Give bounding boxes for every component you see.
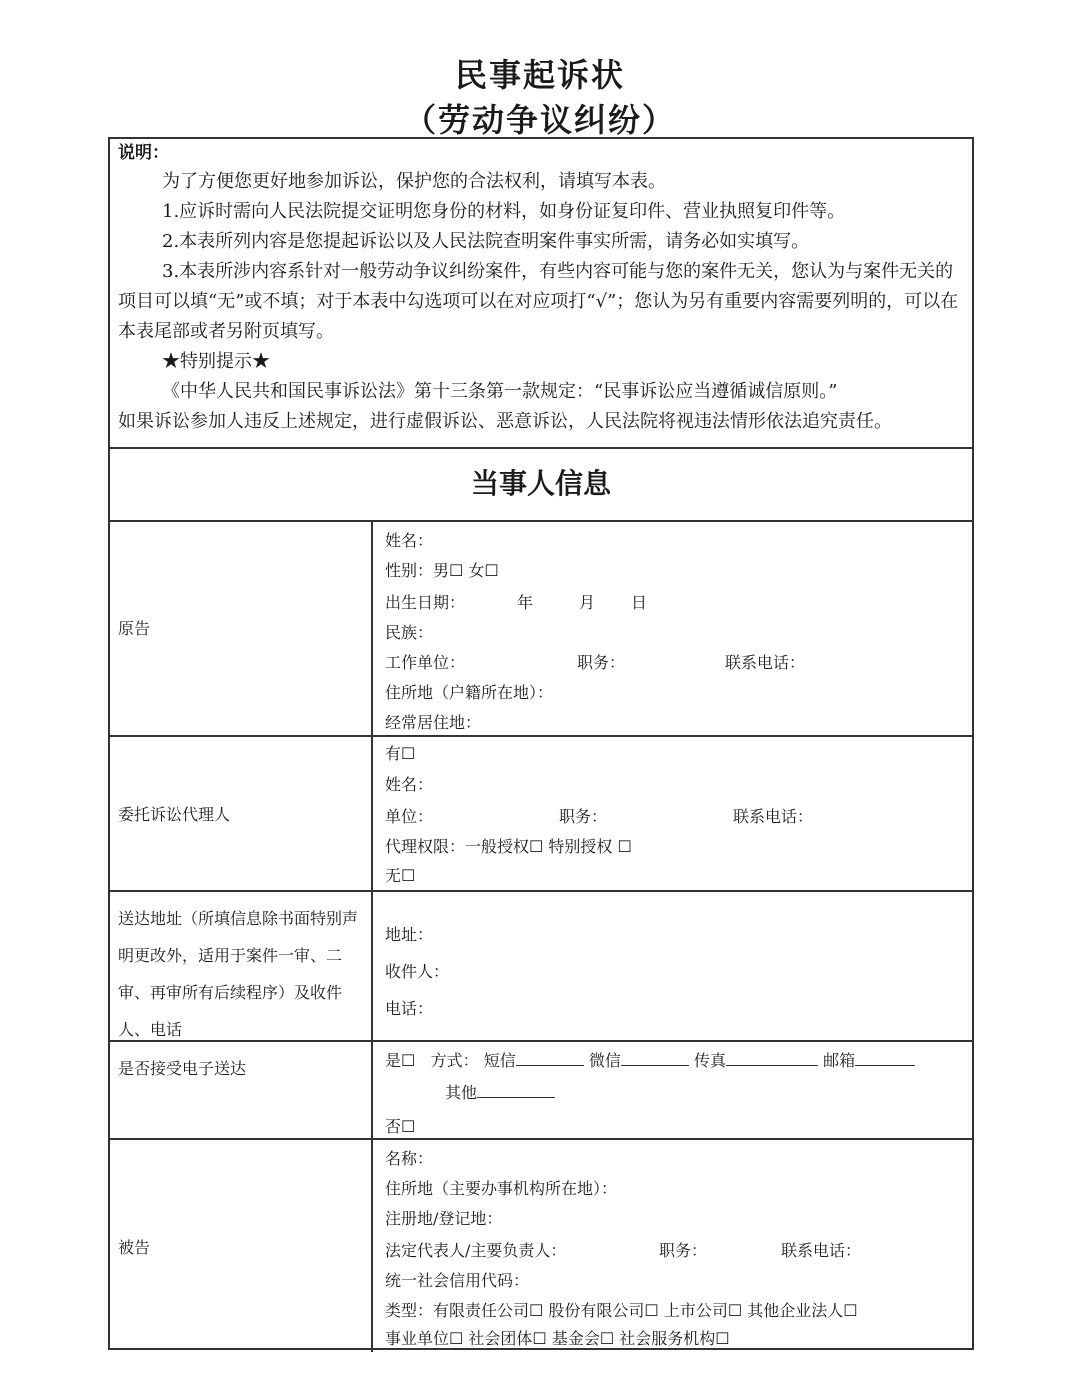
wechat-label: 微信 <box>588 1051 621 1070</box>
electronic-service-row <box>110 1042 972 1140</box>
defendant-name-field[interactable]: 名称： <box>385 1149 434 1168</box>
plaintiff-work-field[interactable]: 工作单位： <box>385 653 466 672</box>
agent-label: 委托诉讼代理人 <box>110 737 373 890</box>
instructions-item-1: 1.应诉时需向人民法院提交证明您身份的材料，如身份证复印件、营业执照复印件等。 <box>162 201 846 222</box>
document-title: 民事起诉状 <box>454 56 625 94</box>
form-table <box>108 137 974 1350</box>
service-address-label: 送达地址（所填信息除书面特别声明更改外，适用于案件一审、二审、再审所有后续程序）及收件人、电话 <box>110 892 373 1040</box>
defendant-fields <box>373 1140 972 1352</box>
plaintiff-residence-field[interactable]: 经常居住地： <box>385 713 482 732</box>
instructions-item-2: 2.本表所列内容是您提起诉讼以及人民法院查明案件事实所需，请务必如实填写。 <box>162 231 810 252</box>
defendant-domicile-field[interactable]: 住所地（主要办事机构所在地）： <box>385 1179 618 1198</box>
defendant-registered-field[interactable]: 注册地/登记地： <box>385 1209 503 1228</box>
plaintiff-phone-field[interactable]: 联系电话： <box>725 653 806 672</box>
defendant-phone-field[interactable]: 联系电话： <box>781 1241 862 1260</box>
electronic-options-line <box>385 1048 915 1071</box>
electronic-no-checkbox[interactable]: 否☐ <box>385 1117 416 1136</box>
plaintiff-birth-field[interactable]: 出生日期： <box>385 593 466 612</box>
special-notice-1: 《中华人民共和国民事诉讼法》第十三条第一款规定：“民事诉讼应当遵循诚信原则。” <box>162 381 838 402</box>
plaintiff-ethnicity-field[interactable]: 民族： <box>385 623 434 642</box>
electronic-yes-checkbox[interactable]: 是☐ <box>385 1051 416 1070</box>
birth-day-label: 日 <box>631 593 648 612</box>
document-subtitle: （劳动争议纠纷） <box>403 101 676 139</box>
email-label: 邮箱 <box>823 1051 856 1070</box>
defendant-credit-code-field[interactable]: 统一社会信用代码： <box>385 1271 530 1290</box>
instructions-intro: 为了方便您更好地参加诉讼，保护您的合法权利，请填写本表。 <box>162 171 666 192</box>
agent-yes-checkbox[interactable]: 有☐ <box>385 744 416 763</box>
plaintiff-row <box>110 520 972 737</box>
email-input[interactable] <box>855 1051 915 1066</box>
plaintiff-domicile-field[interactable]: 住所地（户籍所在地）： <box>385 683 554 702</box>
agent-position-field[interactable]: 职务： <box>559 807 608 826</box>
fax-label: 传真 <box>693 1051 726 1070</box>
special-notice-2: 如果诉讼参加人违反上述规定，进行虚假诉讼、恶意诉讼，人民法院将视违法情形依法追究责任。 <box>118 411 892 432</box>
wechat-input[interactable] <box>621 1051 689 1066</box>
electronic-service-fields <box>373 1042 972 1138</box>
instructions-item-3: 3.本表所涉内容系针对一般劳动争议纠纷案件，有些内容可能与您的案件无关，您认为与案件无关的项目可以填“无”或不填；对于本表中勾选项可以在对应项打“√”；您认为另有重要内容需要列明的，可以在本表尾部或者另附页填写。 <box>118 261 959 342</box>
sms-input[interactable] <box>516 1051 584 1066</box>
plaintiff-position-field[interactable]: 职务： <box>577 653 626 672</box>
defendant-position-field[interactable]: 职务： <box>659 1241 708 1260</box>
other-line <box>445 1080 555 1103</box>
instructions-heading: 说明： <box>118 143 169 163</box>
defendant-type-checkboxes-1[interactable]: 类型：有限责任公司☐ 股份有限公司☐ 上市公司☐ 其他企业法人☐ <box>385 1301 858 1320</box>
defendant-type-checkboxes-2[interactable]: 事业单位☐ 社会团体☐ 基金会☐ 社会服务机构☐ <box>385 1329 730 1348</box>
service-recipient-field[interactable]: 收件人： <box>385 962 450 981</box>
agent-unit-field[interactable]: 单位： <box>385 807 434 826</box>
agent-row <box>110 737 972 892</box>
agent-no-checkbox[interactable]: 无☐ <box>385 866 416 885</box>
plaintiff-label: 原告 <box>110 520 373 735</box>
instructions-section <box>110 139 972 449</box>
service-address-field[interactable]: 地址： <box>385 925 434 944</box>
method-label: 方式： <box>430 1051 479 1070</box>
other-input[interactable] <box>477 1083 555 1098</box>
defendant-rep-field[interactable]: 法定代表人/主要负责人： <box>385 1241 567 1260</box>
electronic-service-label: 是否接受电子送达 <box>110 1042 373 1138</box>
plaintiff-name-field[interactable]: 姓名： <box>385 531 434 550</box>
other-label: 其他 <box>445 1083 478 1102</box>
birth-year-label: 年 <box>517 593 534 612</box>
agent-fields <box>373 737 972 890</box>
agent-authority-checkboxes[interactable]: 代理权限：一般授权☐ 特别授权 ☐ <box>385 837 632 856</box>
defendant-label: 被告 <box>110 1140 373 1352</box>
defendant-row <box>110 1140 972 1352</box>
service-address-row <box>110 892 972 1042</box>
service-address-fields <box>373 892 972 1040</box>
agent-phone-field[interactable]: 联系电话： <box>733 807 814 826</box>
plaintiff-fields <box>373 520 972 735</box>
section-title: 当事人信息 <box>110 447 972 522</box>
plaintiff-gender-field[interactable]: 性别：男☐ 女☐ <box>385 561 499 580</box>
special-notice-heading: ★特别提示★ <box>162 351 270 372</box>
agent-name-field[interactable]: 姓名： <box>385 775 434 794</box>
sms-label: 短信 <box>483 1051 516 1070</box>
service-phone-field[interactable]: 电话： <box>385 999 434 1018</box>
fax-input[interactable] <box>726 1051 818 1066</box>
birth-month-label: 月 <box>579 593 596 612</box>
